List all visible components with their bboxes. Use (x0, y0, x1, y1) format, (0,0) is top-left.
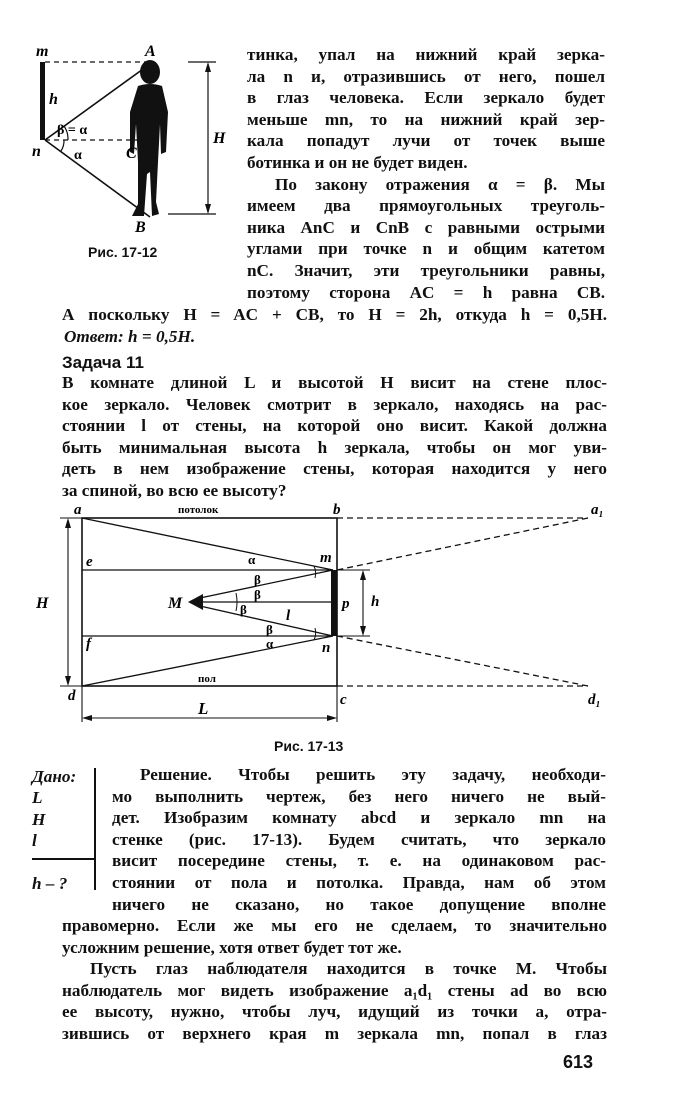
conclusion-block (62, 304, 607, 347)
task-heading: Задача 11 (62, 353, 144, 372)
label-m: m (36, 43, 49, 60)
solution-narrow-block (112, 764, 606, 915)
text-line: По закону отражения α = β. Мы (275, 174, 605, 194)
label-beta-1: β (254, 572, 261, 587)
label-n: n (32, 143, 41, 160)
label-beta-3: β (240, 602, 247, 617)
text-line: кала попадут лучи от точек выше (247, 131, 605, 151)
label-a: a (74, 502, 82, 518)
given-title: Дано: (32, 767, 77, 786)
text-line: в глаз человека. Если зеркало будет (247, 88, 605, 108)
text-line: nC. Значит, эти треугольники равны, (247, 260, 605, 280)
text-line: поэтому сторона AC = h равна CB. (247, 282, 605, 302)
person-silhouette (130, 60, 168, 216)
label-beta-4: β (266, 622, 273, 637)
figure-17-13 (28, 498, 643, 730)
eye-M (188, 594, 203, 610)
solution-line: висит посередине стены, т. е. на одинаковом рас- (112, 851, 606, 871)
label-c: c (340, 692, 347, 708)
angle-alpha-arc (61, 140, 64, 151)
label-b: b (333, 502, 341, 518)
solution-line: Решение. Чтобы решить эту задачу, необходи- (140, 765, 606, 784)
label-M: M (168, 595, 183, 612)
figure-17-13-caption: Рис. 17-13 (274, 738, 344, 754)
given-item: l (32, 831, 37, 851)
task-line: кое зеркало. Человек смотрит в зеркало, находясь на рас- (62, 394, 607, 414)
mirror-bar (40, 62, 45, 140)
label-beta-eq-alpha: β = α (57, 123, 88, 138)
label-l: l (286, 608, 291, 624)
label-a1: a₁ (591, 502, 604, 518)
label-m: m (320, 550, 332, 566)
top-text-block (247, 44, 605, 303)
full-line: А поскольку H = AC + CB, то H = 2h, откуда h = 0,5H. (62, 305, 607, 324)
solution-line: стоянии от пола и потолка. Правда, нам об этом (112, 872, 606, 892)
figure-17-12 (28, 42, 238, 242)
task-line: быть минимальная высота h зеркала, чтобы он мог уви- (62, 437, 607, 457)
label-L: L (198, 699, 209, 718)
label-d1: d₁ (588, 692, 601, 708)
label-e: e (86, 554, 93, 570)
label-A: A (145, 43, 156, 60)
label-alpha-top: α (248, 552, 256, 567)
page-number: 613 (563, 1052, 594, 1072)
label-floor: пол (198, 673, 216, 685)
text-line: ла n и, отразившись от него, пошел (247, 66, 605, 86)
task-line: за спиной, во всю ее высоту? (62, 480, 287, 500)
solution-line: усложним решение, хотя ответ будет тот же. (62, 937, 402, 957)
text-line: ботинка и он не будет виден. (247, 152, 468, 172)
text-line: углами при точке n и общим катетом (247, 239, 605, 259)
label-h: h (49, 91, 58, 108)
text-line: имеем два прямоугольных треуголь- (247, 196, 605, 216)
text-line: тинка, упал на нижний край зерка- (247, 45, 605, 64)
label-C: C (126, 145, 137, 162)
label-ceiling: потолок (178, 504, 219, 516)
task-line: деть в нем изображение стены, которая находится у него (62, 459, 607, 479)
given-find: h – ? (32, 873, 68, 893)
given-horizontal-rule (32, 858, 96, 860)
label-n: n (322, 640, 331, 656)
solution-line: наблюдатель мог видеть изображение a₁d₁ стены ad во всю (62, 980, 607, 1000)
text-line: меньше mn, то на нижний край зер- (247, 109, 605, 129)
label-H: H (213, 130, 226, 147)
given-block (32, 766, 94, 894)
solution-line: правомерно. Если же мы его не сделаем, то значительно (62, 916, 607, 935)
solution-line: мо выполнить чертеж, без него ничего не вый- (112, 786, 606, 806)
label-f: f (86, 636, 91, 652)
label-alpha: α (74, 148, 82, 163)
solution-line: стенке (рис. 17-13). Будем считать, что зеркало (112, 829, 606, 849)
given-item: H (32, 809, 46, 829)
label-H: H (36, 595, 49, 612)
solution-line: ее высоту, нужно, чтобы луч, идущий из точки a, отра- (62, 1002, 607, 1022)
label-B: B (135, 219, 146, 236)
text-line: ника AnC и CnB с равными острыми (247, 217, 605, 237)
solution-line: ничего не сказано, но такое допущение вполне (112, 894, 606, 914)
mirror-mn (331, 570, 337, 636)
answer-line: Ответ: h = 0,5H. (64, 326, 196, 346)
given-item: L (32, 788, 43, 808)
label-beta-2: β (254, 587, 261, 602)
label-h: h (371, 594, 380, 610)
label-d: d (68, 688, 76, 704)
solution-line: Пусть глаз наблюдателя находится в точке M. Чтобы (90, 959, 607, 979)
task-line: В комнате длиной L и высотой H висит на стене плос- (62, 373, 607, 392)
label-p: p (342, 596, 350, 612)
given-vertical-rule (94, 768, 96, 890)
task-text (62, 372, 607, 502)
solution-line: зившись от верхнего края m зеркала mn, попал в глаз (62, 1023, 607, 1043)
solution-wide-block (62, 915, 607, 1045)
solution-line: дет. Изобразим комнату abcd и зеркало mn на (112, 808, 606, 828)
figure-17-12-caption: Рис. 17-12 (88, 244, 158, 260)
task-line: стоянии l от стены, на которой оно висит. Какой должна (62, 416, 607, 436)
label-alpha-bottom: α (266, 636, 274, 651)
